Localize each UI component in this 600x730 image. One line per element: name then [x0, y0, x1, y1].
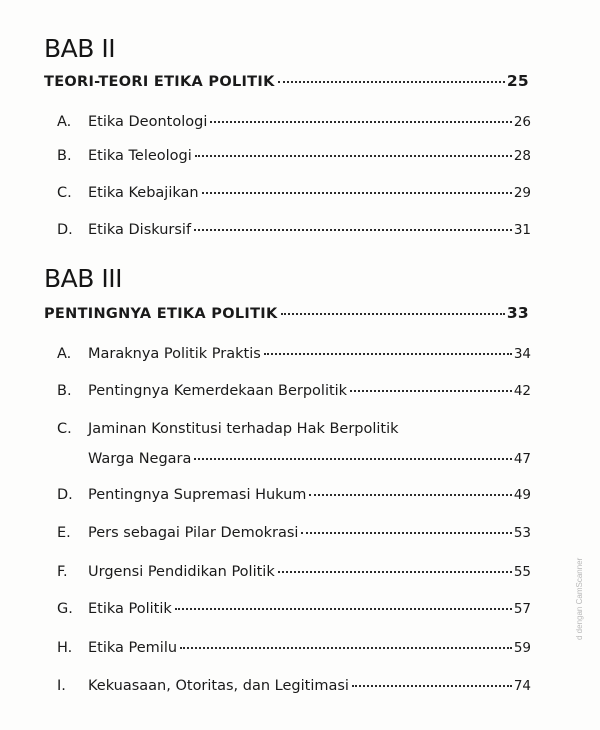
entry-title: Kekuasaan, Otoritas, dan Legitimasi [88, 678, 349, 694]
page-number: 33 [506, 304, 529, 322]
bab-heading: BAB III [44, 264, 122, 293]
entry-title: Etika Deontologi [88, 114, 208, 130]
entry-title: Maraknya Politik Praktis [88, 346, 261, 362]
dot-leader [352, 685, 512, 687]
toc-chapter-row [44, 72, 529, 90]
chapter-title: TEORI-TEORI ETIKA POLITIK [44, 74, 275, 90]
dot-leader [194, 458, 511, 460]
dot-leader [195, 155, 512, 157]
page-number: 29 [513, 185, 531, 201]
entry-letter: D. [57, 222, 73, 238]
toc-entry [57, 525, 531, 541]
page-number: 57 [513, 601, 531, 617]
toc-chapter-row [44, 304, 529, 322]
dot-leader [350, 390, 512, 392]
entry-letter: A. [57, 114, 72, 130]
dot-leader [281, 313, 505, 315]
toc-entry-first-line [57, 421, 399, 437]
toc-entry [57, 346, 531, 362]
dot-leader [264, 353, 512, 355]
entry-title-continuation: Warga Negara [88, 451, 192, 467]
entry-letter: E. [57, 525, 71, 541]
page-number: 47 [513, 451, 531, 467]
entry-letter: C. [57, 185, 72, 201]
dot-leader [194, 229, 512, 231]
entry-letter: I. [57, 678, 66, 694]
dot-leader [175, 608, 512, 610]
entry-title: Etika Pemilu [88, 640, 178, 656]
toc-entry [57, 148, 531, 164]
entry-title: Jaminan Konstitusi terhadap Hak Berpolitik [88, 421, 399, 437]
entry-title: Urgensi Pendidikan Politik [88, 564, 275, 580]
entry-title: Etika Teleologi [88, 148, 192, 164]
dot-leader [210, 121, 511, 123]
page-number: 49 [513, 487, 531, 503]
chapter-title: PENTINGNYA ETIKA POLITIK [44, 306, 278, 322]
entry-title: Etika Diskursif [88, 222, 192, 238]
entry-letter: G. [57, 601, 73, 617]
page-number: 55 [513, 564, 531, 580]
entry-title: Pentingnya Supremasi Hukum [88, 487, 307, 503]
entry-letter: C. [57, 421, 72, 437]
dot-leader [180, 647, 512, 649]
toc-entry [57, 114, 531, 130]
toc-entry [57, 640, 531, 656]
page-number: 74 [513, 678, 531, 694]
toc-entry [57, 601, 531, 617]
dot-leader [202, 192, 512, 194]
toc-entry [57, 383, 531, 399]
page-number: 59 [513, 640, 531, 656]
entry-letter: F. [57, 564, 68, 580]
entry-letter: B. [57, 148, 72, 164]
page-number: 26 [513, 114, 531, 130]
toc-entry [57, 185, 531, 201]
dot-leader [309, 494, 511, 496]
entry-letter: B. [57, 383, 72, 399]
bab-heading: BAB II [44, 34, 116, 63]
dot-leader [278, 81, 505, 83]
dot-leader [278, 571, 512, 573]
toc-entry-continuation [57, 451, 531, 467]
entry-title: Pentingnya Kemerdekaan Berpolitik [88, 383, 348, 399]
toc-entry [57, 678, 531, 694]
entry-title: Etika Politik [88, 601, 172, 617]
toc-entry [57, 222, 531, 238]
page-number: 31 [513, 222, 531, 238]
entry-title: Pers sebagai Pilar Demokrasi [88, 525, 299, 541]
toc-entry [57, 487, 531, 503]
page-number: 34 [513, 346, 531, 362]
entry-title: Etika Kebajikan [88, 185, 199, 201]
page-number: 28 [513, 148, 531, 164]
page-number: 53 [513, 525, 531, 541]
entry-letter: D. [57, 487, 73, 503]
page-number: 42 [513, 383, 531, 399]
toc-entry [57, 564, 531, 580]
dot-leader [301, 532, 511, 534]
entry-letter: H. [57, 640, 73, 656]
scanner-watermark: d dengan CamScanner [575, 557, 584, 640]
page-number: 25 [506, 72, 529, 90]
entry-letter: A. [57, 346, 72, 362]
